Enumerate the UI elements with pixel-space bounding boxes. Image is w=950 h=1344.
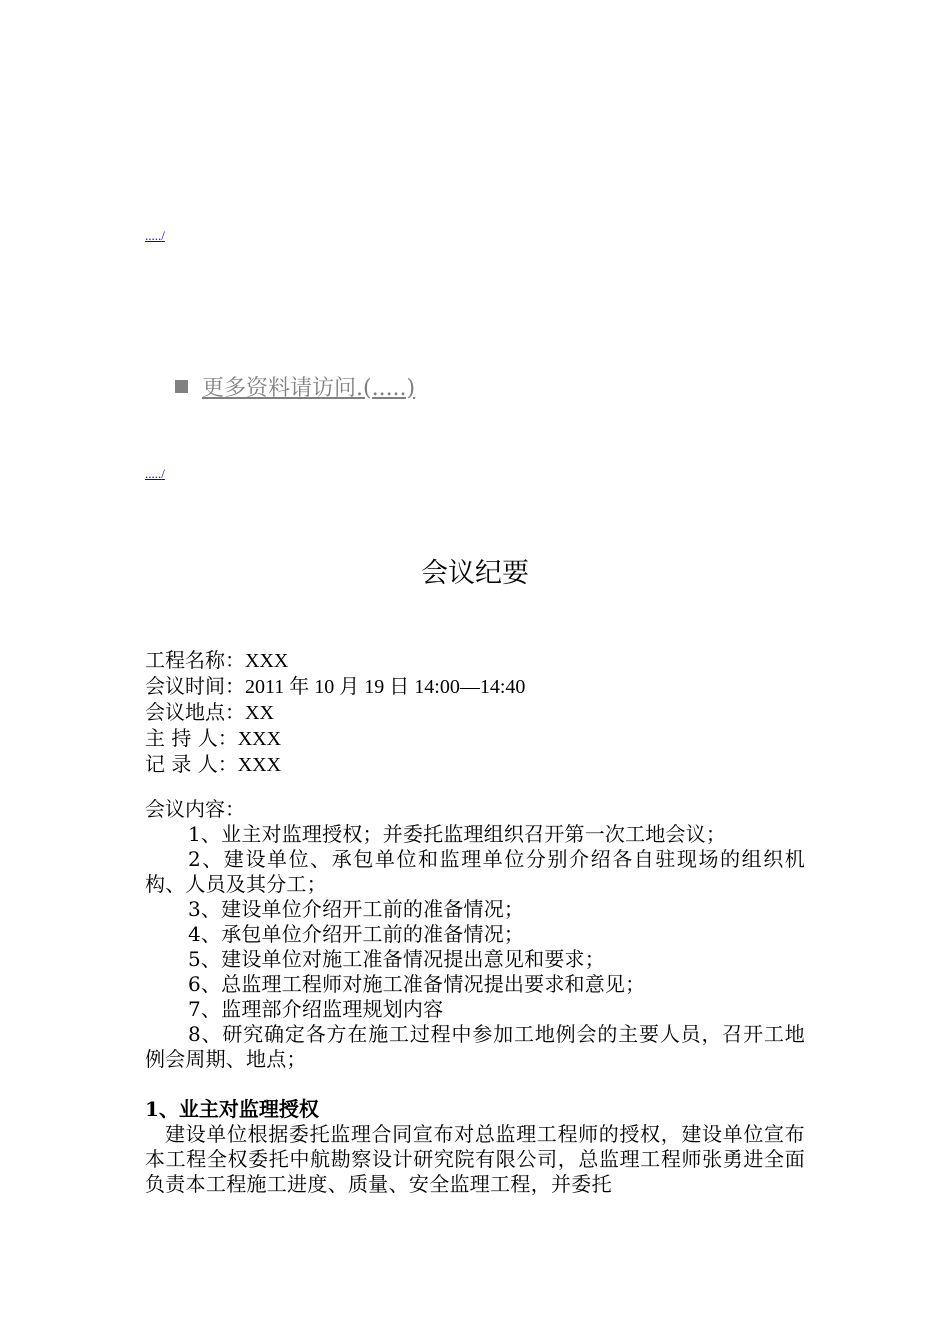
meeting-content xyxy=(145,797,805,1072)
info-meeting-location xyxy=(145,700,805,726)
info-project-name xyxy=(145,648,805,674)
link-top-text[interactable]: ..... xyxy=(145,228,162,243)
square-bullet-icon xyxy=(175,380,188,393)
content-item: 2、建设单位、承包单位和监理单位分别介绍各自驻现场的组织机构、人员及其分工； xyxy=(145,847,805,896)
info-label: 会议地点： xyxy=(145,700,245,724)
info-value: XXX xyxy=(237,728,282,750)
section-title: 1、业主对监理授权 xyxy=(145,1097,319,1121)
content-item: 1、业主对监理授权；并委托监理组织召开第一次工地会议； xyxy=(188,822,727,846)
content-item: 8、研究确定各方在施工过程中参加工地例会的主要人员，召开工地例会周期、地点； xyxy=(145,1022,805,1071)
info-label: 记 录 人： xyxy=(145,752,238,776)
section-authorization xyxy=(145,1097,805,1197)
link-mid-text[interactable]: ..... xyxy=(145,466,162,481)
content-item: 7、监理部介绍监理规划内容 xyxy=(188,997,444,1021)
content-item: 6、总监理工程师对施工准备情况提出要求和意见； xyxy=(188,972,646,996)
link-top[interactable]: ...../ xyxy=(145,228,165,243)
content-item: 5、建设单位对施工准备情况提出意见和要求； xyxy=(188,947,605,971)
section-paragraph: 建设单位根据委托监理合同宣布对总监理工程师的授权，建设单位宣布本工程全权委托中航勘察设计研究院有限公司，总监理工程师张勇进全面负责本工程施工进度、质量、安全监理工程，并委托 xyxy=(145,1122,805,1196)
more-resources-row xyxy=(175,372,415,400)
more-resources-link[interactable]: 更多资料请访问.(.....) xyxy=(202,375,416,401)
link-mid[interactable]: ...../ xyxy=(145,466,165,481)
info-recorder xyxy=(145,752,805,778)
info-label: 会议时间： xyxy=(145,674,245,698)
content-item: 3、建设单位介绍开工前的准备情况； xyxy=(188,897,525,921)
document-title: 会议纪要 xyxy=(421,558,529,589)
info-value: XXX xyxy=(237,754,282,776)
info-meeting-time xyxy=(145,674,805,700)
info-label: 工程名称： xyxy=(145,648,245,672)
info-value: XX xyxy=(245,702,274,724)
meeting-info xyxy=(145,648,805,778)
info-value: 2011 年 10 月 19 日 14:00—14:40 xyxy=(245,676,526,698)
info-host xyxy=(145,726,805,752)
info-label: 主 持 人： xyxy=(145,726,238,750)
content-item: 4、承包单位介绍开工前的准备情况； xyxy=(188,922,525,946)
content-heading: 会议内容： xyxy=(145,797,245,821)
info-value: XXX xyxy=(245,650,289,672)
